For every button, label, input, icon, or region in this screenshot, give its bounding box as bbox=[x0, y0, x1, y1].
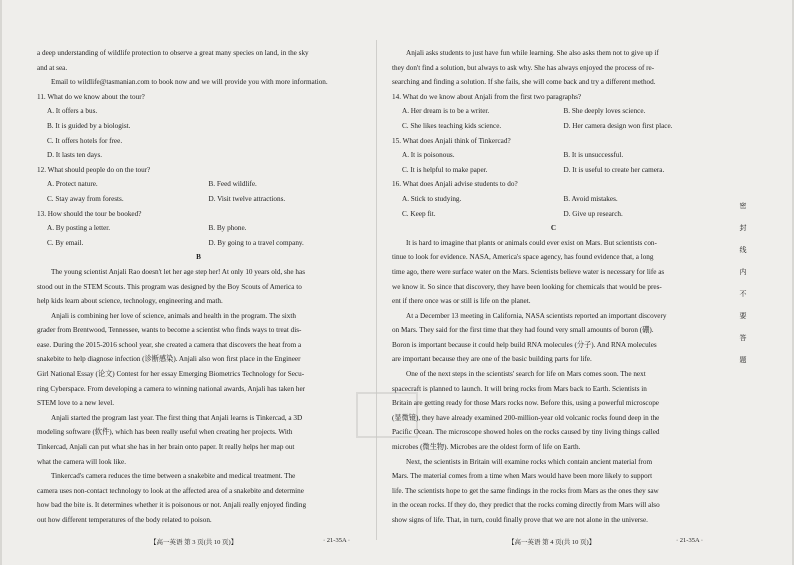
option-row bbox=[392, 104, 715, 119]
option-row bbox=[392, 119, 715, 134]
option: C. Keep fit. bbox=[402, 209, 436, 218]
binding-warning bbox=[733, 195, 753, 371]
passage-line: in the ocean rocks. If they do, they predict that the rocks coming directly from Mars will also bbox=[392, 501, 660, 510]
option: A. Protect nature. bbox=[47, 180, 98, 189]
option: C. Stay away from forests. bbox=[47, 194, 124, 203]
passage-line: Girl National Essay (论文) Contest for her essay Emerging Biometrics Technology for Secu- bbox=[37, 370, 305, 379]
intro-line: and at sea. bbox=[37, 63, 68, 72]
left-edge bbox=[0, 0, 2, 565]
option: B. It is guided by a biologist. bbox=[47, 121, 131, 130]
option: A. Her dream is to be a writer. bbox=[402, 107, 490, 116]
option: D. It is useful to create her camera. bbox=[563, 165, 665, 174]
option: D. It lasts ten days. bbox=[47, 151, 103, 160]
passage-line: (显微镜), they have already examined 200-million-year old volcanic rocks found deep in the bbox=[392, 413, 660, 422]
option: D. Give up research. bbox=[563, 209, 623, 218]
passage-line: ent if there once was or still is life on the planet. bbox=[392, 297, 531, 306]
option: D. Visit twelve attractions. bbox=[208, 194, 286, 203]
question-13: 13. How should the tour be booked? bbox=[37, 209, 142, 218]
intro-line: Anjali asks students to just have fun while learning. She also asks them not to give up if bbox=[406, 49, 659, 57]
option: A. Stick to studying. bbox=[402, 194, 462, 203]
intro-line: they don't find a solution, but always to ask why. She has always enjoyed the process of re- bbox=[392, 63, 655, 72]
passage-line: ring Cyberspace. From developing a camera to winning national awards, Anjali has taken her bbox=[37, 384, 306, 393]
passage-line: At a December 13 meeting in California, NASA scientists reported an important discovery bbox=[406, 311, 667, 320]
option: D. By going to a travel company. bbox=[208, 238, 304, 247]
passage-line: life. The scientists hope to get the same findings in the rocks from Mars as the ones they saw bbox=[392, 486, 659, 495]
passage-line: Pacific Ocean. The microscope showed holes on the rocks caused by tiny living things called bbox=[392, 428, 660, 437]
binding-char: 题 bbox=[739, 356, 747, 364]
option: A. By posting a letter. bbox=[47, 224, 111, 233]
passage-line: One of the next steps in the scientists' search for life on Mars comes soon. The next bbox=[406, 370, 646, 379]
page-footer-right: 【高一英语 第 4 页(共 10 页)】 bbox=[508, 539, 596, 546]
binding-char: 线 bbox=[739, 246, 747, 254]
passage-line: we know it. So since that discovery, they have been looking for chemicals that would be pres- bbox=[392, 282, 662, 291]
passage-line: grader from Brentwood, Tennessee, wants to become a scientist who finds ways to treat dis- bbox=[37, 326, 302, 335]
passage-line: show signs of life. That, in turn, could finally prove that we are not alone in the universe. bbox=[392, 516, 648, 524]
option-row bbox=[37, 192, 360, 207]
section-heading: C bbox=[550, 224, 557, 233]
option: A. It offers a bus. bbox=[47, 107, 98, 116]
passage-line: Mars. The material comes from a time when Mars would have been more likely to support bbox=[392, 472, 653, 481]
passage-line: spacecraft is planned to launch. It will bring rocks from Mars back to Earth. Scientists in bbox=[392, 384, 647, 393]
passage-line: Britain are getting ready for those Mars rocks now. Before this, using a powerful microscope bbox=[392, 399, 659, 408]
binding-char: 密 bbox=[739, 202, 747, 210]
option: B. Feed wildlife. bbox=[208, 180, 257, 189]
option-row bbox=[37, 236, 360, 251]
passage-line: out how different temperatures of the body related to poison. bbox=[37, 516, 212, 524]
option: D. Her camera design won first place. bbox=[563, 121, 673, 130]
question-16: 16. What does Anjali advise students to do? bbox=[392, 180, 518, 189]
passage-line: It is hard to imagine that plants or animals could ever exist on Mars. But scientists con- bbox=[406, 238, 657, 247]
option: C. By email. bbox=[47, 238, 84, 247]
right-column bbox=[392, 46, 715, 528]
passage-line: on Mars. They said for the first time that they had found very small amounts of boron (硼). bbox=[392, 326, 654, 335]
question-15: 15. What does Anjali think of Tinkercad? bbox=[392, 136, 511, 145]
option-row bbox=[392, 163, 715, 178]
intro-line: searching and finding a solution. If she fails, she will come back and try a different method. bbox=[392, 78, 656, 87]
page-code-right: · 21-35A · bbox=[676, 537, 704, 544]
passage-line: stood out in the STEM Scouts. This program was designed by the Boy Scouts of America to bbox=[37, 282, 302, 291]
left-column bbox=[37, 46, 360, 528]
passage-line: ease. During the 2015-2016 school year, she created a camera that discovers the heat from a bbox=[37, 340, 302, 349]
passage-line: Boron is important because it could help build RNA molecules (分子). And RNA molecules bbox=[392, 340, 657, 349]
passage-line: Tinkercad, Anjali can put what she has in her brain onto paper. It really helps her map out bbox=[37, 443, 295, 452]
passage-line: camera uses non-contact technology to look at the affected area of a snakebite and determine bbox=[37, 486, 304, 495]
option: B. She deeply loves science. bbox=[563, 107, 646, 116]
passage-line: STEM love to a new level. bbox=[37, 399, 115, 408]
question-11: 11. What do we know about the tour? bbox=[37, 92, 145, 101]
option-row bbox=[392, 207, 715, 222]
option-row bbox=[392, 192, 715, 207]
option-row bbox=[37, 221, 360, 236]
binding-char: 答 bbox=[739, 334, 747, 342]
passage-line: what the camera will look like. bbox=[37, 457, 127, 466]
passage-line: are important because they are one of the basic building parts for life. bbox=[392, 355, 592, 364]
binding-char: 内 bbox=[739, 268, 747, 276]
intro-line: Email to wildlife@tasmanian.com to book now and we will provide you with more information. bbox=[51, 78, 328, 87]
passage-line: help kids learn about science, technology, engineering and math. bbox=[37, 297, 223, 306]
column-divider bbox=[376, 40, 377, 540]
option-row bbox=[392, 148, 715, 163]
passage-line: Anjali started the program last year. The first thing that Anjali learns is Tinkercad, a 3D bbox=[51, 413, 303, 422]
passage-line: microbes (微生物). Microbes are the oldest form of life on Earth. bbox=[392, 443, 581, 452]
option: B. Avoid mistakes. bbox=[563, 194, 618, 203]
binding-char: 不 bbox=[739, 290, 747, 298]
passage-line: how bad the bite is. It determines whether it is poisonous or not. Anjali really enjoyed finding bbox=[37, 501, 307, 510]
passage-line: Tinkercad's camera reduces the time between a snakebite and medical treatment. The bbox=[51, 472, 296, 481]
passage-line: The young scientist Anjali Rao doesn't let her age step her! At only 10 years old, she has bbox=[51, 267, 306, 276]
intro-line: a deep understanding of wildlife protection to observe a great many species on land, in the sky bbox=[37, 49, 309, 57]
option: B. By phone. bbox=[208, 224, 247, 233]
passage-line: time ago, there were surface water on the Mars. Scientists believe water is necessary for life as bbox=[392, 267, 665, 276]
passage-line: modeling software (软件), which has been really useful when creating her projects. With bbox=[37, 428, 293, 437]
question-12: 12. What should people do on the tour? bbox=[37, 165, 151, 174]
option: C. It is helpful to make paper. bbox=[402, 165, 488, 174]
binding-char: 封 bbox=[739, 224, 747, 232]
option: B. It is unsuccessful. bbox=[563, 151, 624, 160]
question-14: 14. What do we know about Anjali from the first two paragraphs? bbox=[392, 92, 582, 101]
page-code-left: · 21-35A · bbox=[323, 537, 351, 544]
option: A. It is poisonous. bbox=[402, 151, 455, 160]
option: C. She likes teaching kids science. bbox=[402, 121, 502, 130]
passage-line: Next, the scientists in Britain will examine rocks which contain ancient material from bbox=[406, 457, 653, 466]
option-row bbox=[37, 177, 360, 192]
section-heading: B bbox=[196, 253, 201, 262]
option: C. It offers hotels for free. bbox=[47, 136, 123, 145]
binding-char: 要 bbox=[739, 312, 747, 320]
passage-line: snakebite to help diagnose infection (诊断感染). Anjali also won first place in the Engineer bbox=[37, 355, 301, 364]
page-footer-left: 【高一英语 第 3 页(共 10 页)】 bbox=[150, 539, 238, 546]
passage-line: tinue to look for evidence. NASA, America's space agency, has found evidence that, a long bbox=[392, 253, 654, 262]
passage-line: Anjali is combining her love of science, animals and health in the program. The sixth bbox=[51, 311, 296, 320]
